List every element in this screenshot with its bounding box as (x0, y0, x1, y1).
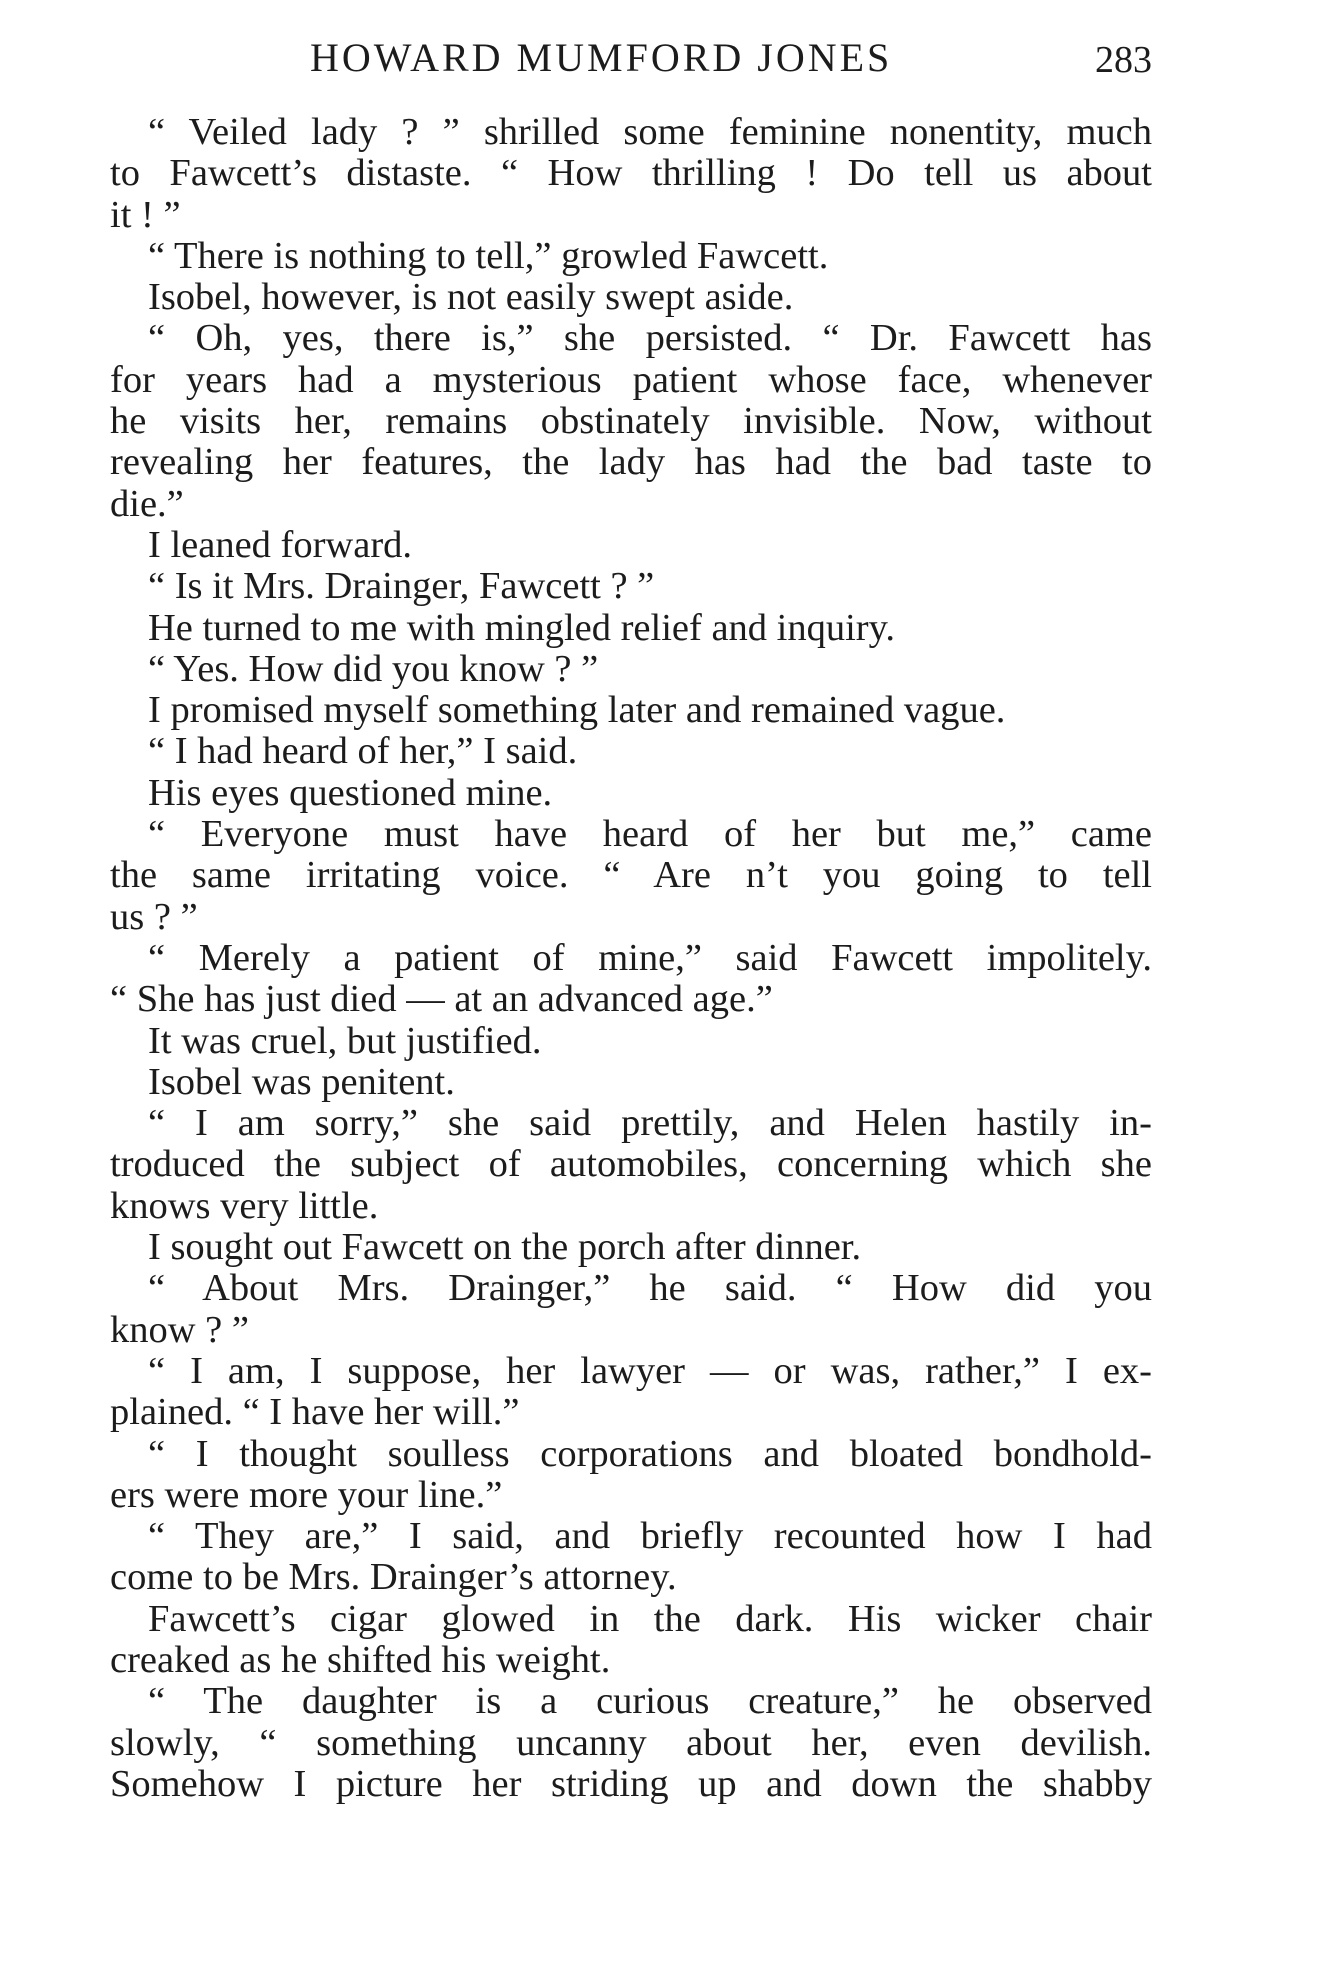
text-line: “ About Mrs. Drainger,” he said. “ How did you (148, 1267, 1152, 1310)
text-line: “ She has just died — at an advanced age.” (110, 978, 773, 1021)
text-line: “ Yes. How did you know ? ” (148, 647, 599, 690)
text-line: “ Oh, yes, there is,” she persisted. “ Dr. Fawcett has (148, 317, 1152, 360)
text-line: “ I thought soulless corporations and bloated bondhold- (148, 1432, 1152, 1475)
text-line: “ Veiled lady ? ” shrilled some feminine nonentity, much (148, 111, 1152, 153)
text-line: revealing her features, the lady has had the bad taste to (110, 441, 1152, 484)
text-line: slowly, “ something uncanny about her, even devilish. (110, 1721, 1152, 1764)
text-line: “ They are,” I said, and briefly recounted how I had (148, 1515, 1152, 1558)
text-line: “ Merely a patient of mine,” said Fawcett impolitely. (148, 936, 1152, 979)
text-line: Isobel was penitent. (148, 1060, 455, 1103)
text-line: I sought out Fawcett on the porch after dinner. (148, 1226, 862, 1269)
body-text (110, 112, 1152, 1805)
text-line: “ The daughter is a curious creature,” he observed (148, 1680, 1152, 1723)
text-line: know ? ” (110, 1308, 249, 1351)
text-line: “ There is nothing to tell,” growled Fawcett. (148, 234, 829, 277)
text-line: “ I had heard of her,” I said. (148, 730, 578, 773)
text-line: “ Everyone must have heard of her but me,” came (148, 813, 1152, 856)
text-line: creaked as he shifted his weight. (110, 1638, 611, 1681)
text-line: die.” (110, 482, 184, 525)
text-line: Isobel, however, is not easily swept aside. (148, 276, 794, 319)
text-line: knows very little. (110, 1184, 379, 1227)
running-head: HOWARD MUMFORD JONES (310, 35, 893, 80)
page-number: 283 (1095, 39, 1152, 81)
text-line: Fawcett’s cigar glowed in the dark. His wicker chair (148, 1597, 1152, 1640)
text-line: he visits her, remains obstinately invisible. Now, without (110, 400, 1152, 443)
text-line: for years had a mysterious patient whose face, whenever (110, 358, 1152, 401)
text-line: His eyes questioned mine. (148, 771, 553, 814)
text-line: “ I am sorry,” she said prettily, and Helen hastily in- (148, 1102, 1152, 1145)
page-header (110, 30, 1152, 90)
text-line: He turned to me with mingled relief and inquiry. (148, 606, 895, 649)
text-line: to Fawcett’s distaste. “ How thrilling ! Do tell us about (110, 152, 1152, 195)
text-line: plained. “ I have her will.” (110, 1391, 520, 1434)
text-line: the same irritating voice. “ Are n’t you going to tell (110, 854, 1152, 897)
text-line: come to be Mrs. Drainger’s attorney. (110, 1556, 677, 1599)
text-line: Somehow I picture her striding up and down the shabby (110, 1762, 1152, 1805)
text-line: us ? ” (110, 895, 198, 938)
text-line: it ! ” (110, 193, 181, 236)
text-line: It was cruel, but justified. (148, 1019, 542, 1062)
text-line: I promised myself something later and remained vague. (148, 689, 1006, 732)
text-line: “ I am, I suppose, her lawyer — or was, rather,” I ex- (148, 1349, 1152, 1392)
text-line: I leaned forward. (148, 523, 413, 566)
text-line: “ Is it Mrs. Drainger, Fawcett ? ” (148, 565, 655, 608)
text-line: ers were more your line.” (110, 1473, 503, 1516)
text-line: troduced the subject of automobiles, concerning which she (110, 1143, 1152, 1186)
